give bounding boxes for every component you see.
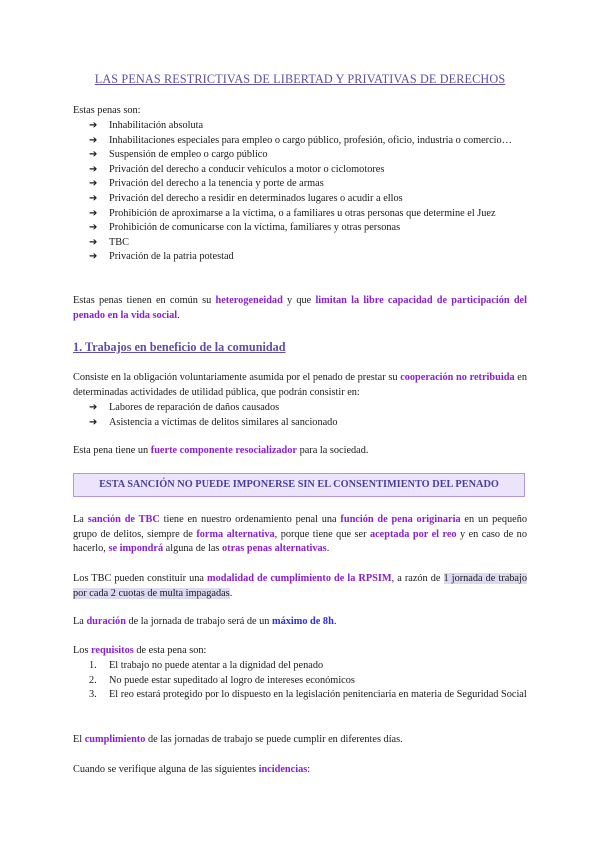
common-paragraph: Estas penas tienen en común su heterogeneidad y que limitan la libre capacidad de participación del penado en la vida social. xyxy=(73,295,527,321)
highlight: cooperación no retribuida xyxy=(400,372,515,383)
arrow-icon: ➔ xyxy=(89,192,98,204)
document-title: LAS PENAS RESTRICTIVAS DE LIBERTAD Y PRIVATIVAS DE DERECHOS xyxy=(94,72,506,86)
highlight: incidencias xyxy=(258,764,308,775)
list-item: ➔ Prohibición de aproximarse a la víctima, o a familiares u otras personas que determine el Juez xyxy=(73,207,527,222)
highlight: sanción de TBC xyxy=(87,514,160,525)
arrow-icon: ➔ xyxy=(89,207,98,219)
list-item: ➔ TBC xyxy=(73,236,527,251)
labores-list xyxy=(73,401,527,430)
highlight: modalidad de cumplimiento de la RPSIM xyxy=(207,573,392,584)
duracion-paragraph: La duración de la jornada de trabajo será de un máximo de 8h. xyxy=(73,616,337,627)
list-item: 2. No puede estar supeditado al logro de intereses económicos xyxy=(89,674,355,686)
highlight: función de pena originaria xyxy=(340,514,461,525)
list-item: ➔ Privación del derecho a la tenencia y porte de armas xyxy=(73,177,527,192)
highlight: fuerte componente resocializador xyxy=(150,445,297,456)
list-item: ➔ Labores de reparación de daños causados xyxy=(73,401,527,416)
arrow-icon: ➔ xyxy=(89,402,98,413)
arrow-icon: ➔ xyxy=(89,149,98,161)
list-item: ➔ Inhabilitaciones especiales para empleo o cargo público, profesión, oficio, industria o comercio… xyxy=(73,134,527,149)
arrow-icon: ➔ xyxy=(89,416,98,428)
highlight: forma alternativa xyxy=(196,528,275,540)
arrow-icon: ➔ xyxy=(89,134,98,146)
arrow-icon: ➔ xyxy=(89,163,98,175)
penas-list xyxy=(73,119,527,265)
arrow-icon: ➔ xyxy=(89,178,98,190)
list-item: ➔ Privación del derecho a residir en determinados lugares o acudir a ellos xyxy=(73,192,527,207)
shaded-text: 1 jornada de trabajo por cada 2 cuotas de multa impagadas xyxy=(73,573,527,599)
list-item: ➔ Prohibición de comunicarse con la víctima, familiares y otras personas xyxy=(73,221,527,236)
arrow-icon: ➔ xyxy=(89,236,98,248)
list-item: ➔ Privación de la patria potestad xyxy=(73,250,527,265)
list-item: 1. El trabajo no puede atentar a la dignidad del penado xyxy=(89,660,324,671)
highlight-blue: máximo de 8h xyxy=(272,616,334,627)
resocializador-paragraph: Esta pena tiene un fuerte componente resocializador para la sociedad. xyxy=(73,445,369,456)
list-item: ➔ Inhabilitación absoluta xyxy=(73,119,527,134)
list-item: 3. El reo estará protegido por lo dispuesto en la legislación penitenciaria en materia de Seguridad Social xyxy=(89,689,527,701)
highlight: duración xyxy=(86,616,126,627)
list-item: ➔ Suspensión de empleo o cargo público xyxy=(73,148,527,163)
arrow-icon: ➔ xyxy=(89,222,98,234)
rpsim-paragraph: Los TBC pueden constituir una modalidad de cumplimiento de la RPSIM, a razón de 1 jornada de trabajo por cada 2 cuotas de multa impagadas. xyxy=(73,573,527,599)
list-item: ➔ Privación del derecho a conducir vehículos a motor o ciclomotores xyxy=(73,163,527,178)
arrow-icon: ➔ xyxy=(89,251,98,263)
incidencias-paragraph: Cuando se verifique alguna de las siguientes incidencias: xyxy=(73,764,311,775)
highlight: heterogeneidad xyxy=(215,295,283,306)
highlight: se impondrá xyxy=(108,543,164,555)
highlight: aceptada por el reo xyxy=(369,528,457,540)
section-heading: 1. Trabajos en beneficio de la comunidad xyxy=(73,340,286,354)
definition-paragraph: Consiste en la obligación voluntariamente asumida por el penado de prestar su cooperación no retribuida en determinadas actividades de utilidad pública, que podrán consistir en: xyxy=(73,372,528,398)
requisitos-paragraph: Los requisitos de esta pena son: xyxy=(73,645,207,656)
highlight: requisitos xyxy=(91,645,134,656)
cumplimiento-paragraph: El cumplimiento de las jornadas de trabajo se puede cumplir en diferentes días. xyxy=(73,734,403,745)
highlight: otras penas alternativas xyxy=(222,543,327,555)
highlight: limitan la libre capacidad de participación del penado en la vida social xyxy=(73,295,527,321)
arrow-icon: ➔ xyxy=(89,120,98,131)
highlight: cumplimiento xyxy=(84,734,146,745)
intro-paragraph: Estas penas son: xyxy=(73,105,141,116)
consent-callout-box: ESTA SANCIÓN NO PUEDE IMPONERSE SIN EL CONSENTIMIENTO DEL PENADO xyxy=(73,473,525,497)
list-item: ➔ Asistencia a víctimas de delitos similares al sancionado xyxy=(73,416,527,431)
requisitos-list xyxy=(73,659,527,703)
sancion-paragraph: La sanción de TBC tiene en nuestro ordenamiento penal una función de pena originaria en un pequeño grupo de delitos, siempre de forma alternativa, porque tiene que ser aceptada por el reo y en caso de no hacerlo, se impondrá alguna de las otras penas alternativas. xyxy=(73,514,527,555)
